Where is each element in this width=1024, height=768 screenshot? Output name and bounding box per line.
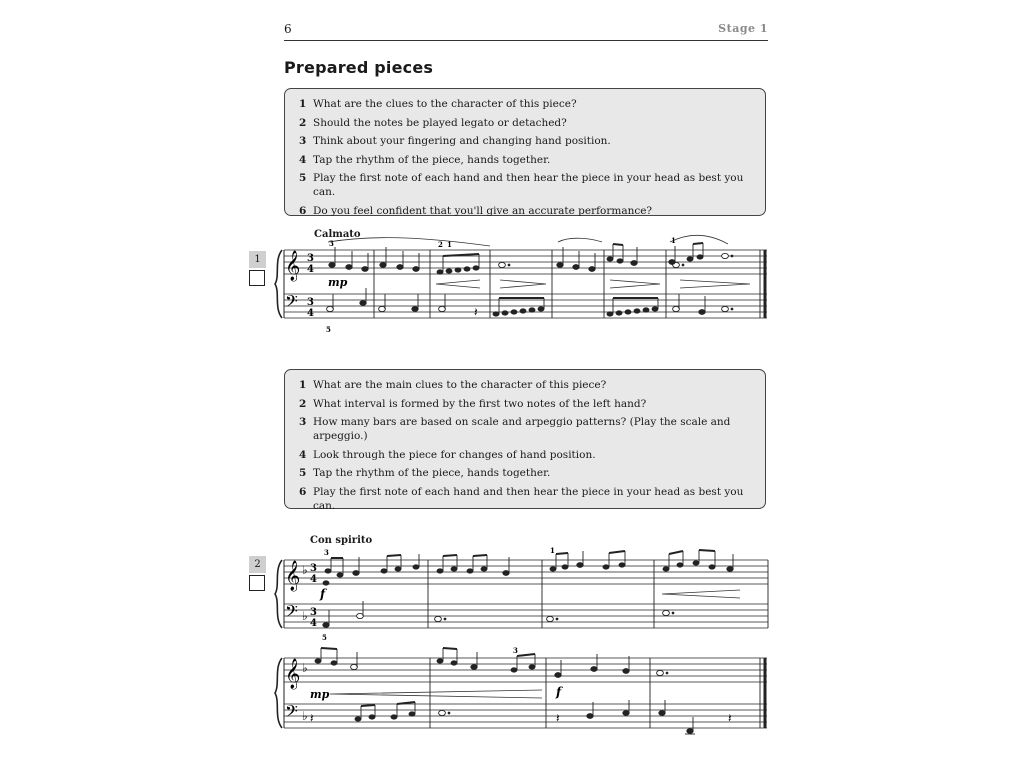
dynamic-marking: f: [320, 587, 326, 601]
score-piece-2-system-1: [270, 546, 770, 642]
flat-key-signature-icon: ♭: [302, 609, 308, 623]
question-item: [299, 485, 751, 513]
fingering: 1: [550, 546, 555, 555]
bass-notes: [355, 700, 695, 734]
question-text: Do you feel confident that you'll give an accurate performance?: [313, 204, 653, 217]
question-list: [299, 97, 751, 218]
dynamic-marking: mp: [328, 276, 348, 289]
question-text: Should the notes be played legato or detached?: [313, 116, 567, 129]
question-number: 2: [299, 397, 307, 410]
question-text: What interval is formed by the first two notes of the left hand?: [313, 397, 647, 410]
question-box-piece-2: [284, 369, 766, 512]
time-sig-top: 3: [310, 607, 317, 618]
treble-clef-icon: 𝄞: [285, 659, 301, 689]
question-item: [299, 204, 751, 218]
score-piece-2-system-2: [270, 644, 770, 740]
rest-icon: 𝄽: [728, 711, 732, 725]
question-text: What are the clues to the character of this piece?: [313, 98, 577, 110]
tempo-marking: Con spirito: [310, 535, 373, 546]
rest-icon: 𝄽: [474, 305, 478, 319]
hairpin: [330, 690, 542, 698]
question-item: [299, 134, 751, 148]
question-number: 2: [299, 116, 307, 129]
brace: [275, 658, 282, 728]
question-item: [299, 153, 751, 167]
question-text: Tap the rhythm of the piece, hands together.: [313, 467, 551, 480]
time-sig-bottom: 4: [307, 264, 314, 275]
question-number: 6: [299, 485, 307, 498]
bass-notes: [323, 601, 674, 627]
question-text: How many bars are based on scale and arpeggio patterns? (Play the scale and arpeggio.): [313, 416, 731, 443]
page-number: 6: [284, 22, 292, 36]
treble-clef-icon: 𝄞: [285, 251, 301, 281]
time-sig-top: 3: [307, 253, 314, 264]
question-text: Play the first note of each hand and then hear the piece in your head as best you can.: [313, 485, 744, 512]
question-number: 3: [299, 135, 307, 148]
question-text: What are the main clues to the character of this piece?: [313, 379, 607, 391]
barlines: [428, 560, 768, 628]
treble-clef-icon: 𝄞: [285, 561, 301, 591]
piece-number-label: 2: [249, 556, 266, 573]
fingering: 1: [671, 236, 676, 245]
fingering: 3: [329, 239, 334, 248]
bass-clef-icon: 𝄢: [285, 291, 298, 315]
brace: [275, 560, 282, 628]
question-number: 4: [299, 448, 307, 461]
piece-1-checkbox[interactable]: [249, 270, 265, 286]
rest-icon: 𝄽: [556, 711, 560, 725]
page-header: [284, 20, 768, 41]
fingering: 5: [322, 633, 327, 642]
question-text: Think about your fingering and changing hand position.: [313, 135, 611, 148]
question-number: 5: [299, 467, 307, 480]
question-number: 6: [299, 204, 307, 217]
piece-2-checkbox[interactable]: [249, 575, 265, 591]
fingering: 3: [513, 646, 518, 655]
treble-notes: [315, 648, 668, 677]
question-number: 5: [299, 172, 307, 185]
treble-staff: [284, 658, 767, 682]
question-number: 1: [299, 379, 307, 391]
brace: [275, 250, 282, 318]
dynamic-marking: f: [556, 685, 562, 699]
hairpin: [662, 590, 740, 598]
question-item: [299, 171, 751, 199]
rest-icon: 𝄽: [310, 711, 314, 725]
question-number: 1: [299, 98, 307, 110]
question-text: Tap the rhythm of the piece, hands together.: [313, 153, 551, 166]
bass-clef-icon: 𝄢: [285, 701, 298, 725]
piece-number-label: 1: [249, 251, 266, 268]
section-title: Prepared pieces: [284, 58, 434, 77]
question-text: Look through the piece for changes of hand position.: [313, 448, 596, 461]
question-box-piece-1: [284, 88, 766, 216]
question-item: [299, 415, 751, 443]
dynamic-marking: mp: [310, 688, 330, 701]
flat-key-signature-icon: ♭: [302, 563, 308, 577]
barlines: [374, 250, 765, 318]
fingering: 1: [447, 240, 452, 249]
question-list: [299, 378, 751, 513]
stage-label: Stage 1: [718, 22, 768, 35]
flat-key-signature-icon: ♭: [302, 661, 308, 675]
question-item: [299, 466, 751, 480]
tempo-marking: Calmato: [314, 229, 361, 240]
treble-notes: [323, 550, 733, 585]
fingering: 3: [324, 548, 329, 557]
question-number: 3: [299, 416, 307, 429]
time-sig-top: 3: [310, 563, 317, 574]
treble-staff: [284, 250, 767, 274]
score-piece-1: [270, 236, 770, 340]
flat-key-signature-icon: ♭: [302, 709, 308, 723]
question-item: [299, 116, 751, 130]
question-item: [299, 448, 751, 462]
fingering: 2: [438, 240, 443, 249]
time-sig-bottom: 4: [310, 574, 317, 585]
time-sig-bottom: 4: [307, 308, 314, 319]
bass-staff: [284, 704, 767, 728]
question-text: Play the first note of each hand and then hear the piece in your head as best you can.: [313, 172, 744, 199]
question-item: [299, 97, 751, 111]
question-item: [299, 378, 751, 392]
time-sig-top: 3: [307, 297, 314, 308]
question-item: [299, 397, 751, 411]
time-sig-bottom: 4: [310, 618, 317, 629]
bass-clef-icon: 𝄢: [285, 601, 298, 625]
question-number: 4: [299, 153, 307, 166]
fingering: 5: [326, 325, 331, 334]
treble-notes: [329, 243, 733, 274]
